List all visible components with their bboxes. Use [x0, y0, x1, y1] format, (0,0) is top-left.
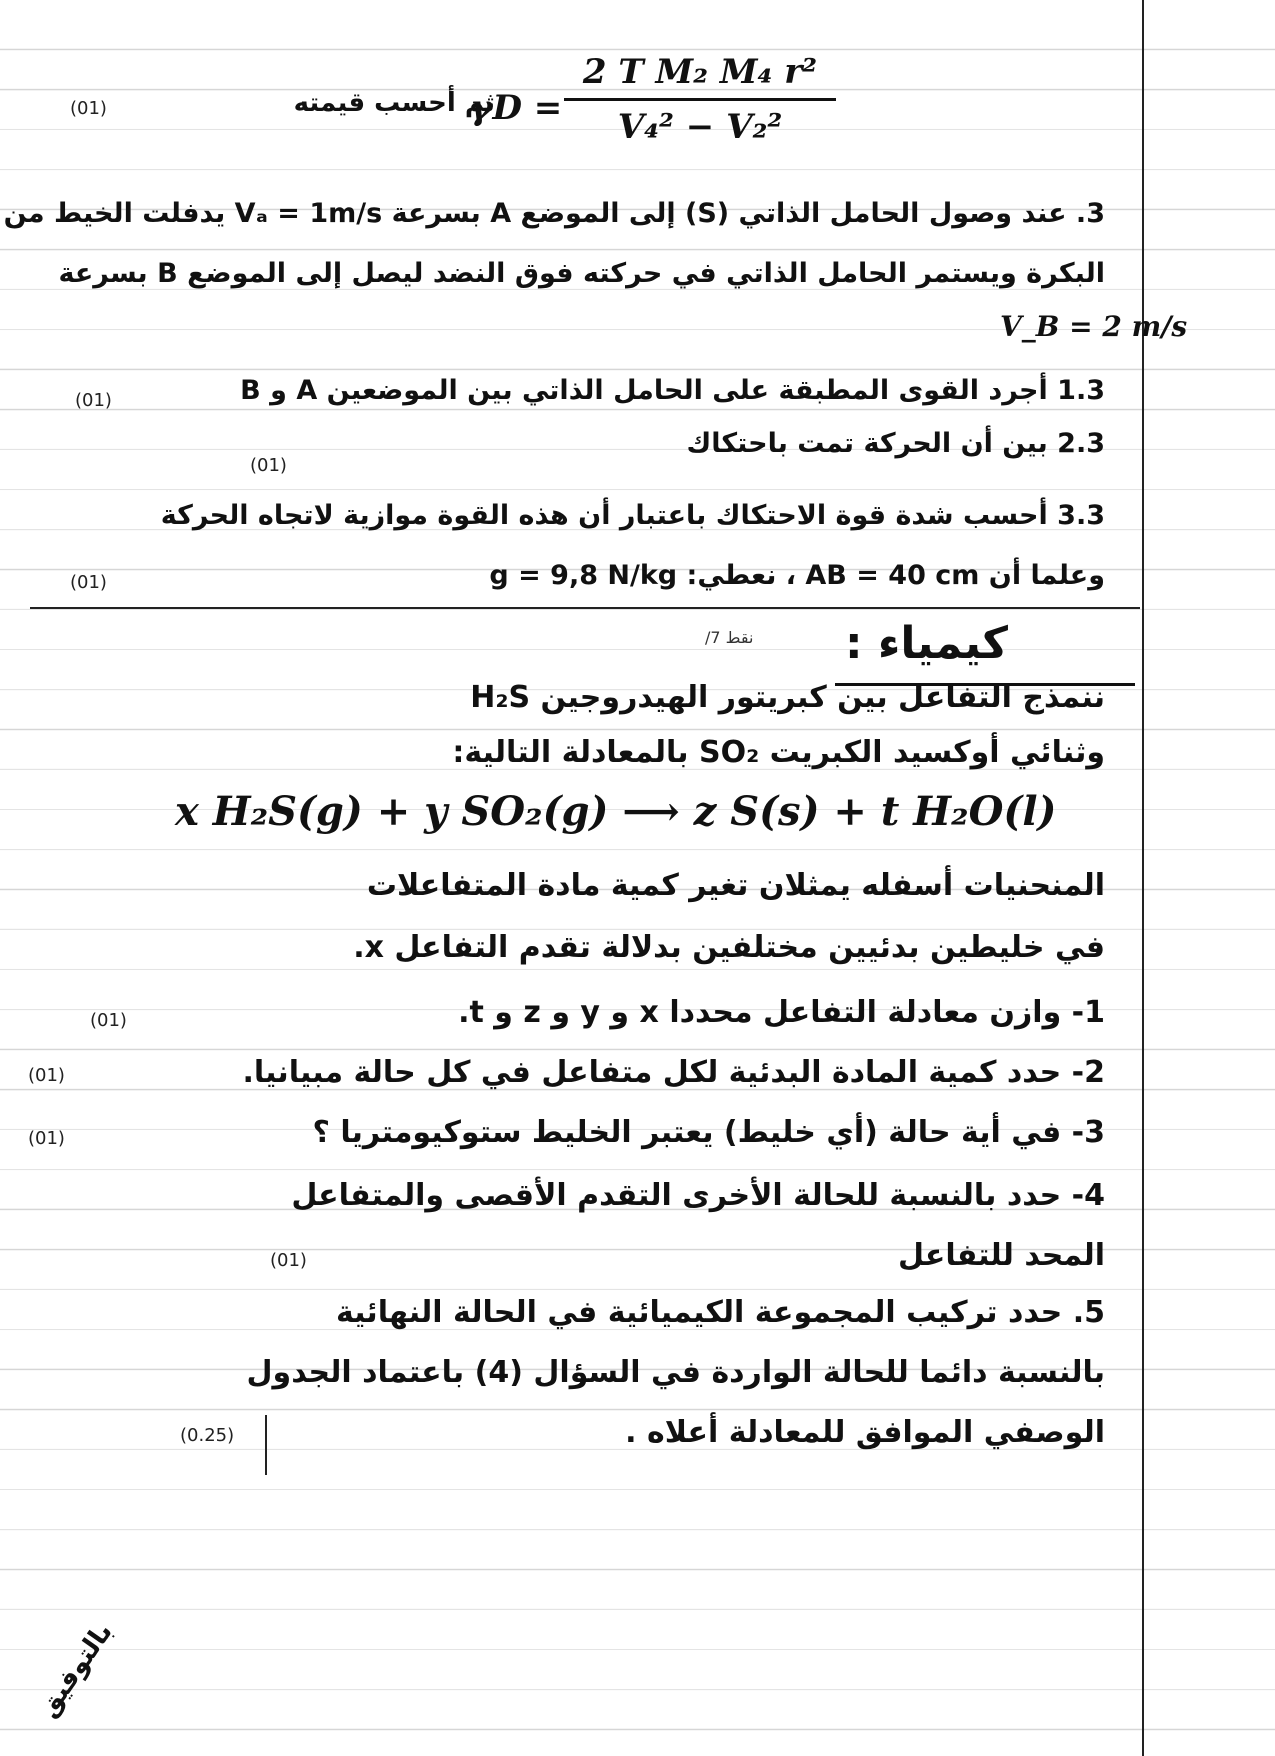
formula-symbol: γD =: [470, 88, 563, 128]
grade-q31: (01): [75, 390, 112, 411]
chem-q4-line2: المحد للتفاعل: [898, 1238, 1105, 1273]
chem-intro-line2: وثنائي أوكسيد الكبريت SO₂ بالمعادلة التالية:: [452, 735, 1105, 770]
q3-line1: 3. عند وصول الحامل الذاتي (S) إلى الموضع A بسرعة Vₐ = 1m/s يدفلت الخيط من: [3, 198, 1105, 229]
chem-q5-line2: بالنسبة دائما للحالة الواردة في السؤال (4) باعتماد الجدول: [246, 1355, 1105, 1390]
grade-chem-q2: (01): [28, 1065, 65, 1086]
grade-chem-q5: (0.25): [180, 1425, 235, 1446]
formula-numerator: 2 T M₂ M₄ r²: [582, 52, 818, 92]
grade-chem-q1: (01): [90, 1010, 127, 1031]
bracket-mark: [265, 1415, 267, 1475]
grade-q33: (01): [70, 572, 107, 593]
chem-q5-line3: الوصفي الموافق للمعادلة أعلاه .: [625, 1415, 1105, 1450]
chem-equation: x H₂S(g) + y SO₂(g) ⟶ z S(s) + t H₂O(l): [175, 788, 1057, 835]
q3-line3: V_B = 2 m/s: [1000, 310, 1188, 343]
chem-q3: 3- في أية حالة (أي خليط) يعتبر الخليط ستوكيومتريا ؟: [312, 1115, 1105, 1150]
formula-fraction: [560, 52, 840, 147]
grade-q32: (01): [250, 455, 287, 476]
margin-line: [1142, 0, 1144, 1756]
formula-denominator: V₄² − V₂²: [617, 107, 783, 147]
chem-q2: 2- حدد كمية المادة البدئية لكل متفاعل في كل حالة مبيانيا.: [242, 1055, 1105, 1090]
chem-q5-line1: 5. حدد تركيب المجموعة الكيميائية في الحالة النهائية: [335, 1295, 1105, 1330]
grade-formula: (01): [70, 98, 107, 119]
chem-q1: 1- وازن معادلة التفاعل محددا x و y و z و t.: [458, 995, 1105, 1030]
chem-desc-line2: في خليطين بدئيين مختلفين بدلالة تقدم التفاعل x.: [353, 930, 1105, 965]
q32-text: 2.3 بين أن الحركة تمت باحتكاك: [686, 428, 1105, 459]
q31-text: 1.3 أجرد القوى المطبقة على الحامل الذاتي بين الموضعين A و B: [240, 375, 1105, 406]
chem-title: كيمياء :: [845, 618, 1008, 669]
signature: بالتوفيق: [32, 1617, 119, 1723]
chem-q4-line1: 4- حدد بالنسبة للحالة الأخرى التقدم الأقصى والمتفاعل: [291, 1178, 1105, 1213]
grade-chem-q4: (01): [270, 1250, 307, 1271]
q33-line2: وعلما أن AB = 40 cm ، نعطي: g = 9,8 N/kg: [489, 560, 1105, 591]
chem-intro-line1: ننمذج التفاعل بين كبريتور الهيدروجين H₂S: [470, 680, 1105, 715]
chem-desc-line1: المنحنيات أسفله يمثلان تغير كمية مادة المتفاعلات: [366, 868, 1105, 903]
grade-chem-q3: (01): [28, 1128, 65, 1149]
q33-line1: 3.3 أحسب شدة قوة الاحتكاك باعتبار أن هذه القوة موازية لاتجاه الحركة: [160, 500, 1105, 531]
q3-line2: البكرة ويستمر الحامل الذاتي في حركته فوق النضد ليصل إلى الموضع B بسرعة: [58, 258, 1105, 289]
section-separator: [30, 607, 1140, 609]
formula-intro: ثم أحسب قيمته: [293, 88, 495, 118]
chem-points-note: /7 نقط: [705, 628, 754, 647]
